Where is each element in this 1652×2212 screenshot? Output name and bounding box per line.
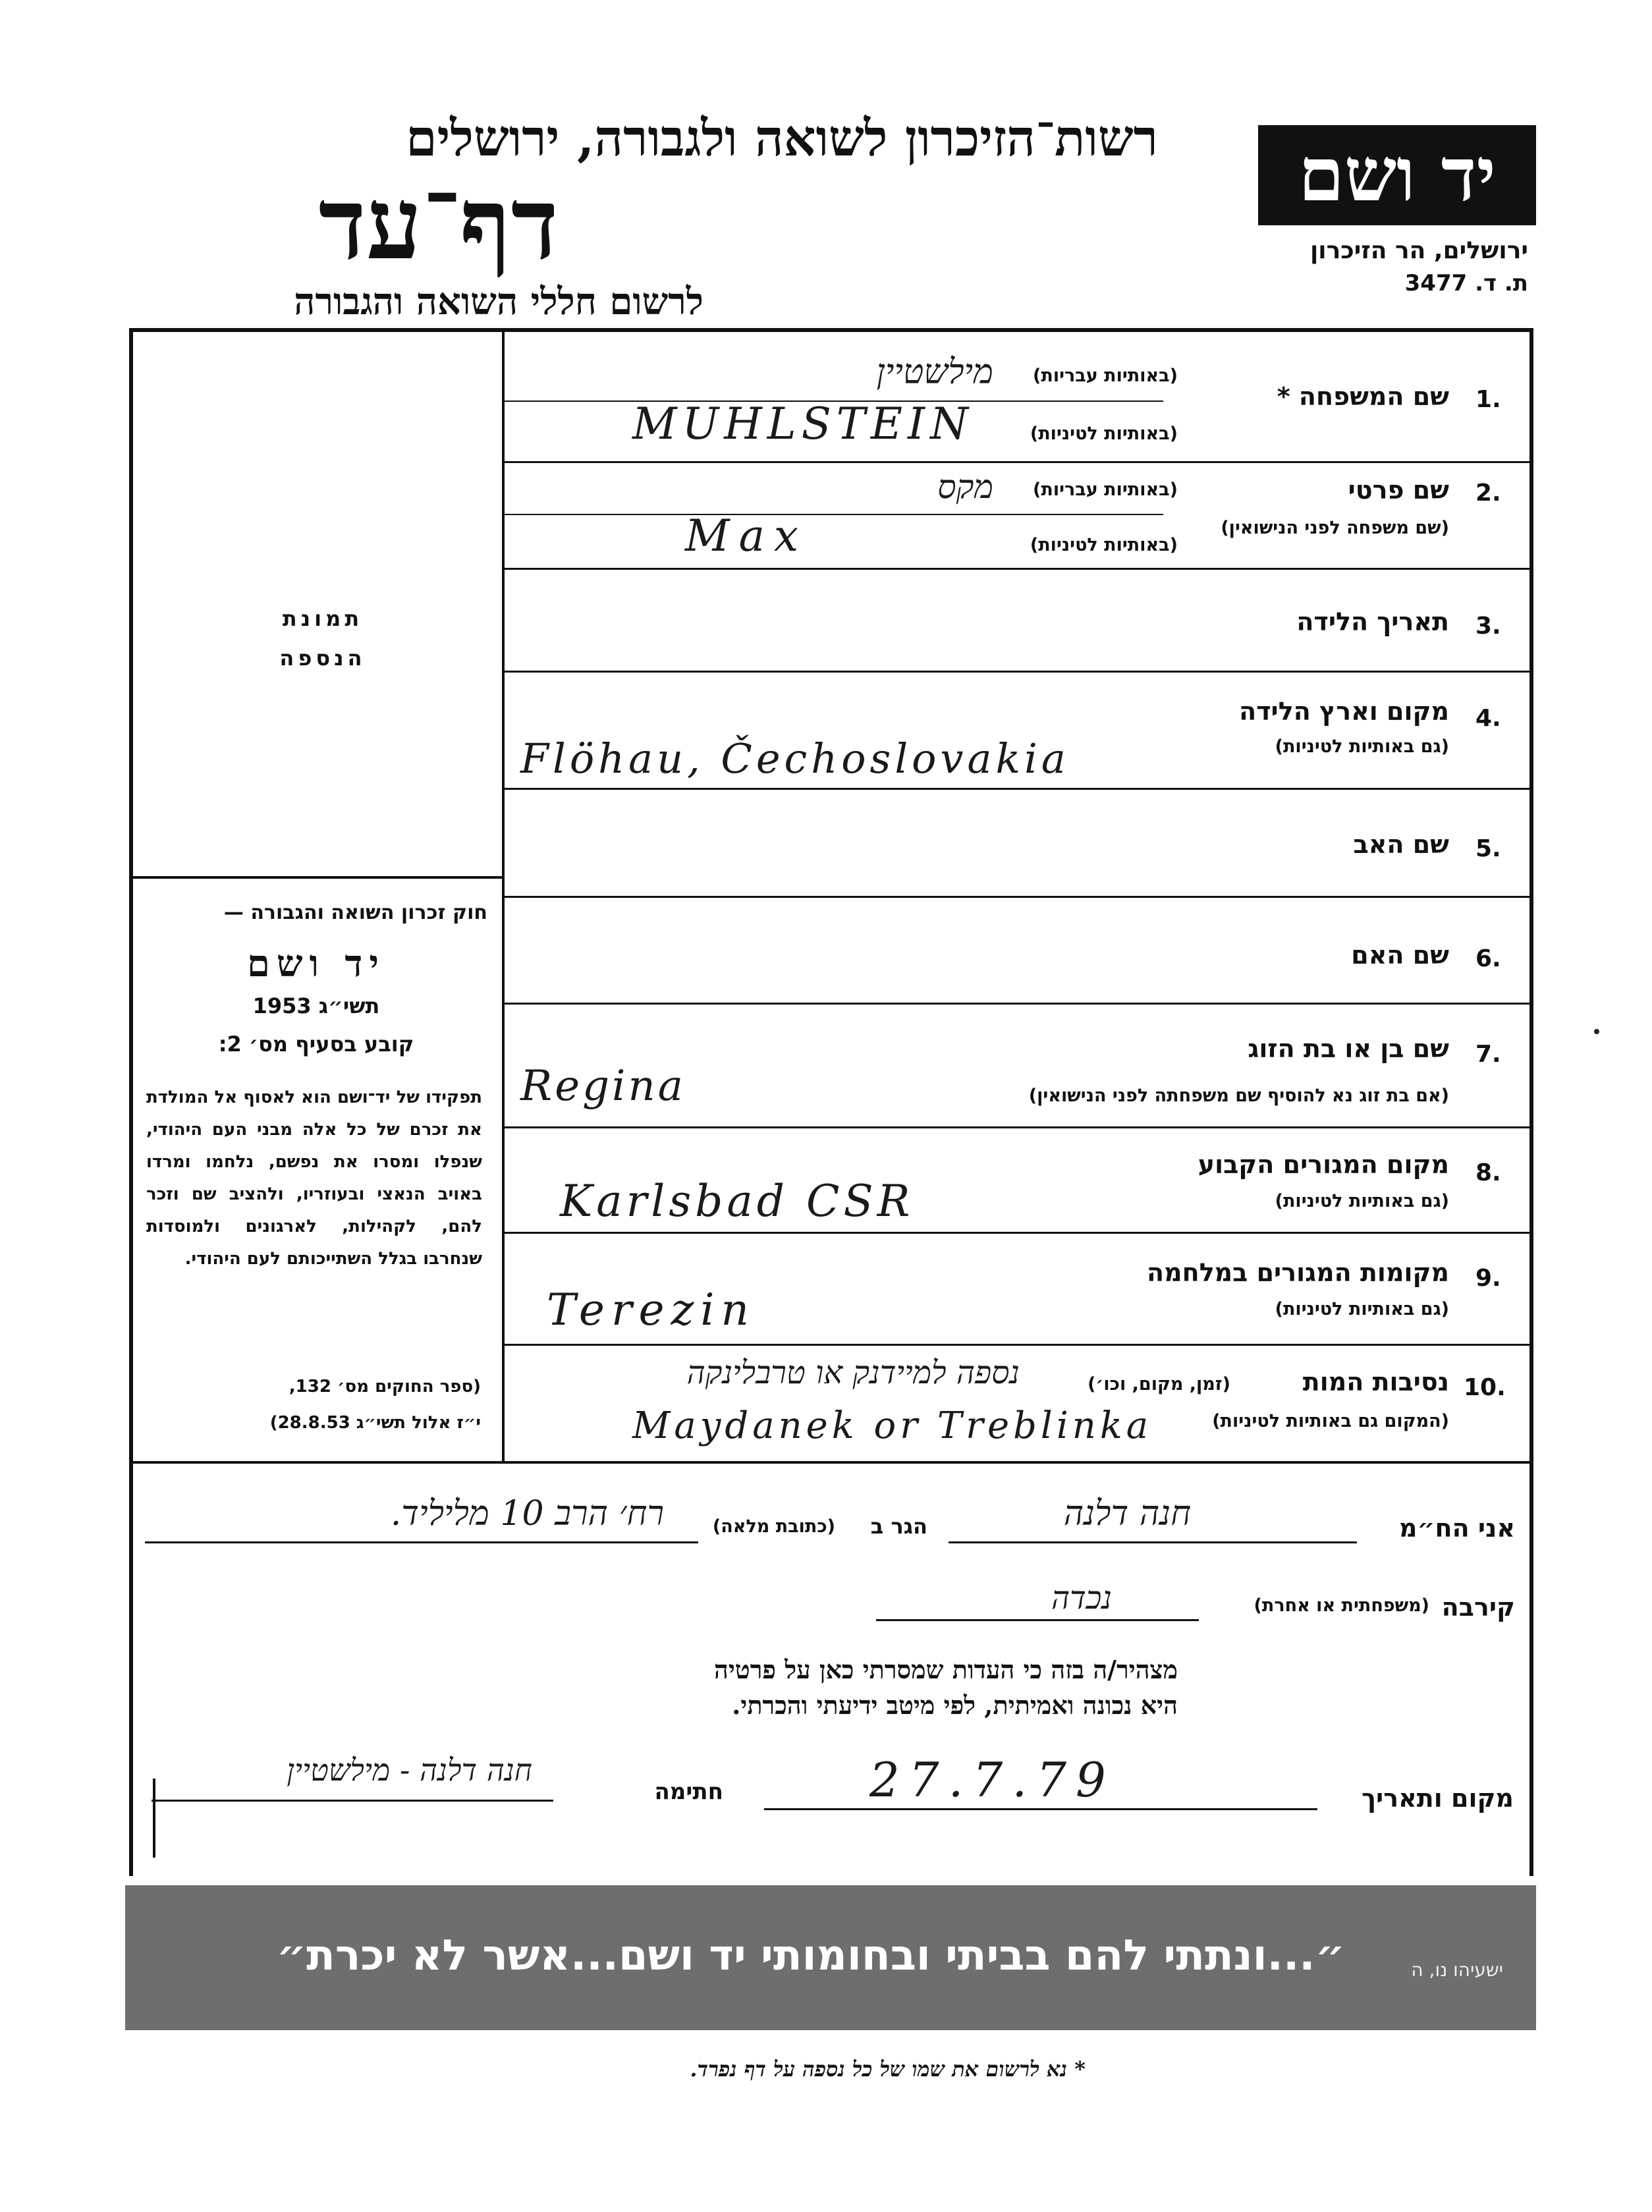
law-body: תפקידו של יד־ושם הוא לאסוף אל המולדת את זכרם של כל אלה מבני העם היהודי, שנפלו ומסרו את נפשם, נלחמו ומרדו באויב הנאצי ובעוזריו, ולהציב שם וזכר להם, לקהילות, לארגונים ולמוסדות שנחרבו בגלל השתייכותם לעם היהודי. (146, 1088, 482, 1269)
signature-line (151, 1800, 553, 1802)
law-year: תשי״ג 1953 (252, 993, 380, 1018)
frame-left (129, 328, 133, 1876)
field-1-value-hebrew[interactable]: מילשטיין (876, 352, 993, 392)
law-ref1: (ספר החוקים מס׳ 132, (289, 1377, 481, 1396)
logo-text: יד ושם (1298, 132, 1497, 218)
banner-quote: ״...ונתתי להם בביתי ובחומותי יד ושם...אשר לא יכרת״ (276, 1931, 1345, 1980)
frame-right (1529, 328, 1533, 1876)
signature-stroke (153, 1779, 155, 1858)
field-7-num: 7. (1475, 1041, 1501, 1068)
banner-source: ישעיהו נו, ה (1411, 1959, 1503, 1981)
address-value[interactable]: רח׳ הרב 10 מליליד. (390, 1494, 664, 1534)
row-subline (505, 514, 1163, 515)
signature-label: חתימה (654, 1779, 723, 1805)
field-3-num: 3. (1475, 613, 1501, 640)
yad-vashem-logo (1258, 125, 1536, 225)
relation-value[interactable]: נכדה (1051, 1580, 1112, 1617)
field-1-hint-latin: (באותיות לטיניות) (1030, 424, 1178, 444)
page-subtitle: לרשום חללי השואה והגבורה (294, 280, 703, 323)
row-line (505, 461, 1529, 463)
date-value[interactable]: 27.7.79 (869, 1752, 1115, 1808)
field-2-value-latin[interactable]: Max (685, 511, 808, 561)
law-clause: קובע בסעיף מס׳ 2: (218, 1032, 414, 1057)
field-1-hint-hebrew: (באותיות עבריות) (1033, 366, 1178, 386)
field-1-label: שם המשפחה * (1277, 382, 1449, 411)
field-5-label: שם האב (1353, 830, 1449, 859)
row-line (505, 1126, 1529, 1128)
field-4-label: מקום וארץ הלידה (1239, 697, 1449, 726)
field-7-label: שם בן או בת הזוג (1248, 1034, 1449, 1063)
quote-banner (125, 1885, 1536, 2030)
row-line (505, 1232, 1529, 1234)
law-ref2: י״ז אלול תשי״ג 28.8.53) (269, 1413, 481, 1433)
law-name: יד ושם (246, 942, 386, 985)
form-divider (129, 1461, 1533, 1464)
field-10-num: 10. (1464, 1374, 1506, 1401)
margin-dot (1594, 1029, 1599, 1034)
page-title: דף־עד (318, 166, 559, 282)
field-10-value-latin[interactable]: Maydanek or Treblinka (632, 1404, 1153, 1447)
field-10-sub: (המקום גם באותיות לטיניות) (1212, 1411, 1449, 1431)
field-4-sub: (גם באותיות לטיניות) (1275, 736, 1449, 757)
date-line (764, 1808, 1317, 1810)
field-2-hint-hebrew: (באותיות עבריות) (1033, 480, 1178, 500)
field-9-value[interactable]: Terezin (547, 1285, 756, 1335)
row-line (505, 671, 1529, 673)
photo-label-1: תמונת (282, 606, 364, 631)
declarant-value[interactable]: חנה דלנה (1063, 1494, 1191, 1534)
relation-hint: (משפחתית או אחרת) (1253, 1595, 1429, 1616)
field-6-num: 6. (1475, 945, 1501, 972)
field-10-value-hebrew[interactable]: נספה למיידנק או טרבלינקה (686, 1354, 1020, 1391)
field-8-label: מקום המגורים הקבוע (1198, 1150, 1449, 1179)
row-line (505, 788, 1529, 790)
institution-name: רשות־הזיכרון לשואה ולגבורה, ירושלים (406, 109, 1158, 167)
row-line (505, 568, 1529, 570)
statement-line1: מצהיר/ה בזה כי העדות שמסרתי כאן על פרטיה (713, 1655, 1178, 1684)
place-date-label: מקום ותאריך (1362, 1784, 1514, 1813)
address-hint: (כתובת מלאה) (712, 1516, 835, 1537)
field-2-label: שם פרטי (1348, 476, 1449, 505)
field-1-value-latin[interactable]: MUHLSTEIN (632, 399, 974, 449)
photo-divider (129, 876, 502, 879)
relation-label: קירבה (1441, 1593, 1515, 1622)
field-2-hint-latin: (באותיות לטיניות) (1030, 535, 1178, 555)
field-10-label: נסיבות המות (1302, 1368, 1449, 1396)
relation-line (876, 1619, 1199, 1621)
address-line (145, 1541, 698, 1543)
field-8-num: 8. (1475, 1159, 1501, 1186)
photo-label-2: הנספה (279, 646, 366, 671)
logo-address: ירושלים, הר הזיכרון (1309, 237, 1528, 264)
field-5-num: 5. (1475, 835, 1501, 862)
field-4-value[interactable]: Flöhau, Čechoslovakia (520, 734, 1070, 783)
row-line (505, 896, 1529, 898)
field-7-value[interactable]: Regina (520, 1062, 686, 1111)
field-3-label: תאריך הלידה (1296, 607, 1449, 636)
po-box: ת. ד. 3477 (1404, 270, 1528, 296)
field-1-num: 1. (1475, 386, 1501, 413)
law-line1: חוק זכרון השואה והגבורה — (223, 901, 487, 924)
footnote: * נא לרשום את שמו של כל נספה על דף נפרד. (690, 2057, 1086, 2082)
field-2-sub: (שם משפחה לפני הנישואין) (1221, 518, 1449, 538)
frame-top (129, 328, 1533, 332)
field-7-sub: (אם בת זוג נא להוסיף שם משפחתה לפני הנישואין) (1028, 1086, 1449, 1106)
signature-value[interactable]: חנה דלנה - מילשטיין (287, 1752, 532, 1788)
residence-label: הגר ב (870, 1514, 927, 1539)
row-line (505, 1003, 1529, 1005)
declarant-label: אני הח״מ (1399, 1514, 1515, 1543)
field-10-label-extra: (זמן, מקום, וכו׳) (1088, 1374, 1230, 1395)
field-8-sub: (גם באותיות לטיניות) (1275, 1191, 1449, 1211)
field-4-num: 4. (1475, 705, 1501, 732)
declarant-line (949, 1541, 1357, 1543)
field-9-label: מקומות המגורים במלחמה (1146, 1258, 1449, 1287)
field-6-label: שם האם (1351, 941, 1449, 970)
statement-line2: היא נכונה ואמיתית, לפי מיטב ידיעתי והכרתי. (732, 1690, 1178, 1720)
field-9-sub: (גם באותיות לטיניות) (1275, 1299, 1449, 1319)
field-2-num: 2. (1475, 480, 1501, 507)
field-9-num: 9. (1475, 1265, 1501, 1292)
column-divider (502, 328, 505, 1461)
field-8-value[interactable]: Karlsbad CSR (560, 1176, 914, 1227)
row-line (505, 1344, 1529, 1346)
field-2-value-hebrew[interactable]: מקס (937, 468, 993, 506)
